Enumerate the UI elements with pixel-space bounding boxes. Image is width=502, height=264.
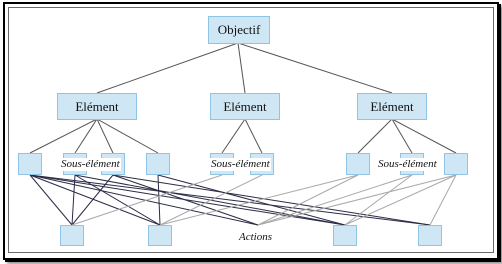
element-label: Elément xyxy=(223,98,267,114)
element-node-1 xyxy=(57,93,137,120)
action-links-dark xyxy=(30,175,430,225)
objective-links xyxy=(97,43,392,93)
action-node xyxy=(148,225,172,246)
action-node xyxy=(418,225,442,246)
objective-node xyxy=(208,16,270,44)
sub-element-node xyxy=(444,153,468,175)
action-node xyxy=(333,225,357,246)
element-label: Elément xyxy=(75,98,119,114)
element-node-2 xyxy=(210,93,280,120)
sub-element-label: Sous-élément xyxy=(211,158,270,170)
sub-element-label: Sous-élément xyxy=(61,158,120,170)
objective-label: Objectif xyxy=(217,22,261,37)
element-node-3 xyxy=(357,93,427,120)
sub-element-node xyxy=(346,153,370,175)
sub-element-node xyxy=(18,153,42,175)
element-links xyxy=(30,119,456,153)
sub-element-node xyxy=(146,153,170,175)
sub-element-label: Sous-élément xyxy=(378,158,437,170)
actions-label: Actions xyxy=(239,231,272,243)
action-links-light xyxy=(72,175,456,225)
action-node xyxy=(60,225,84,246)
element-label: Elément xyxy=(370,98,414,114)
